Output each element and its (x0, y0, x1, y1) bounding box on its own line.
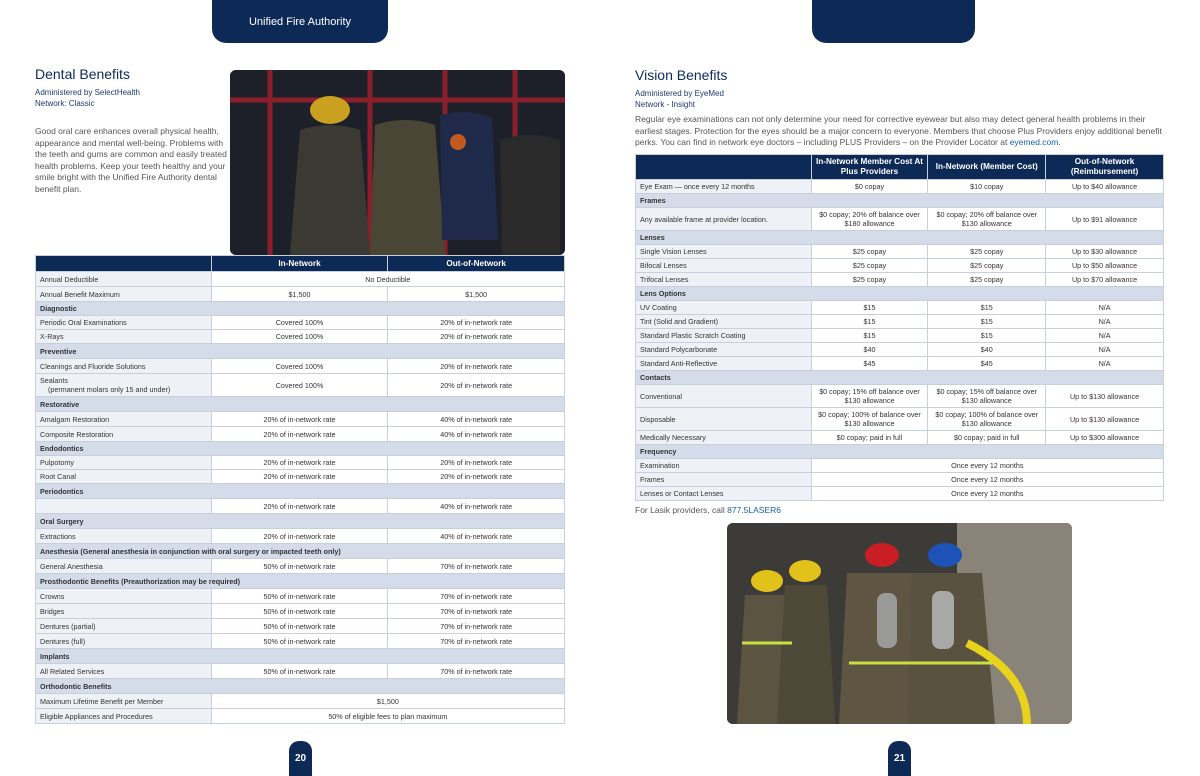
table-row (36, 330, 565, 344)
section-row (36, 344, 565, 359)
section-row (36, 442, 565, 456)
cell-in-network: 20% of in-network rate (211, 427, 388, 442)
table-row (36, 664, 565, 679)
row-label: Cleanings and Fluoride Solutions (36, 359, 212, 374)
section-row (36, 484, 565, 499)
row-label: UV Coating (636, 301, 812, 315)
row-label: Examination (636, 459, 812, 473)
cell-out-of-network: 20% of in-network rate (388, 330, 565, 344)
cell-value: 50% of eligible fees to plan maximum (211, 709, 564, 724)
cell-in-network: $0 copay; 15% off balance over $130 allowance (928, 385, 1046, 408)
table-row (636, 245, 1164, 259)
cell-in-network: 50% of in-network rate (211, 619, 388, 634)
section-row (36, 514, 565, 529)
cell-out-of-network: 20% of in-network rate (388, 316, 565, 330)
section-row (36, 574, 565, 589)
row-label: Root Canal (36, 470, 212, 484)
row-label: Frames (636, 473, 812, 487)
section-heading: Contacts (636, 371, 1164, 385)
row-label: Medically Necessary (636, 431, 812, 445)
row-label: Bridges (36, 604, 212, 619)
cell-out-of-network: 40% of in-network rate (388, 427, 565, 442)
row-label: Composite Restoration (36, 427, 212, 442)
cell-value: Once every 12 months (811, 459, 1163, 473)
section-row (636, 287, 1164, 301)
cell-in-network: $10 copay (928, 180, 1046, 194)
table-row (36, 559, 565, 574)
table-row (36, 529, 565, 544)
cell-in-network: 50% of in-network rate (211, 604, 388, 619)
cell-in-network: Covered 100% (211, 330, 388, 344)
lasik-phone-link[interactable]: 877.5LASER6 (727, 505, 781, 515)
section-heading: Prosthodontic Benefits (Preauthorization may be required) (36, 574, 565, 589)
section-row (636, 231, 1164, 245)
table-row (36, 694, 565, 709)
cell-out-of-network: N/A (1046, 329, 1164, 343)
table-header-row (36, 256, 565, 272)
dental-subheading (35, 87, 140, 109)
cell-out-of-network: Up to $40 allowance (1046, 180, 1164, 194)
row-label: Crowns (36, 589, 212, 604)
cell-plus: $15 (811, 315, 928, 329)
row-label: X-Rays (36, 330, 212, 344)
section-heading: Orthodontic Benefits (36, 679, 565, 694)
cell-out-of-network: Up to $70 allowance (1046, 273, 1164, 287)
cell-out-of-network: 70% of in-network rate (388, 619, 565, 634)
row-label: Maximum Lifetime Benefit per Member (36, 694, 212, 709)
cell-in-network: $40 (928, 343, 1046, 357)
section-heading: Lens Options (636, 287, 1164, 301)
row-label: Dentures (partial) (36, 619, 212, 634)
row-label: Single Vision Lenses (636, 245, 812, 259)
cell-plus: $0 copay; 15% off balance over $130 allowance (811, 385, 928, 408)
row-label: Conventional (636, 385, 812, 408)
section-row (36, 679, 565, 694)
table-row (636, 473, 1164, 487)
firefighter-gear-illustration (230, 70, 565, 255)
row-label: Standard Polycarbonate (636, 343, 812, 357)
organization-name: Unified Fire Authority (248, 15, 352, 28)
cell-out-of-network: 70% of in-network rate (388, 604, 565, 619)
table-row (36, 412, 565, 427)
cell-plus: $15 (811, 329, 928, 343)
section-heading: Periodontics (36, 484, 565, 499)
row-label (36, 499, 212, 514)
cell-out-of-network: 40% of in-network rate (388, 412, 565, 427)
section-heading: Lenses (636, 231, 1164, 245)
cell-in-network: Covered 100% (211, 374, 388, 397)
table-row (636, 408, 1164, 431)
cell-out-of-network: 70% of in-network rate (388, 589, 565, 604)
cell-in-network: 50% of in-network rate (211, 559, 388, 574)
row-label: Periodic Oral Examinations (36, 316, 212, 330)
table-row (636, 180, 1164, 194)
cell-out-of-network: 70% of in-network rate (388, 559, 565, 574)
table-row (36, 470, 565, 484)
table-row (636, 329, 1164, 343)
sealants-note: (permanent molars only 15 and under) (48, 385, 171, 394)
page-number-left: 20 (289, 741, 312, 776)
cell-in-network: Covered 100% (211, 359, 388, 374)
sealants-label: Sealants (40, 376, 68, 385)
vision-administrator: Administered by EyeMed (635, 89, 724, 98)
cell-in-network: 20% of in-network rate (211, 470, 388, 484)
cell-out-of-network: 20% of in-network rate (388, 470, 565, 484)
table-row (36, 316, 565, 330)
row-label: Annual Benefit Maximum (36, 287, 212, 302)
table-row (36, 374, 565, 397)
vision-intro-text: Regular eye examinations can not only determine your need for corrective eyewear but also may detect general health problems in their earliest stages. Protection for the eyes should be a major concern to everyone. Members that choose Plus Providers enjoy additional benefit perks. You can find in network eye doctors – including PLUS Providers – on the Provider Locator at (635, 114, 1162, 147)
row-label: Lenses or Contact Lenses (636, 487, 812, 501)
cell-out-of-network: 20% of in-network rate (388, 456, 565, 470)
table-row (636, 431, 1164, 445)
cell-out-of-network: N/A (1046, 343, 1164, 357)
cell-in-network: $0 copay; 20% off balance over $130 allowance (928, 208, 1046, 231)
table-row (636, 208, 1164, 231)
cell-out-of-network: Up to $300 allowance (1046, 431, 1164, 445)
cell-in-network: $25 copay (928, 245, 1046, 259)
table-row (36, 456, 565, 470)
row-label: Amalgam Restoration (36, 412, 212, 427)
cell-in-network: $15 (928, 301, 1046, 315)
section-heading: Endodontics (36, 442, 565, 456)
dental-administrator: Administered by SelectHealth (35, 88, 140, 97)
section-row (636, 445, 1164, 459)
section-row (36, 544, 565, 559)
table-row (36, 359, 565, 374)
column-header-out-of-network: Out-of-Network (Reimbursement) (1046, 155, 1164, 180)
cell-value: $1,500 (211, 694, 564, 709)
section-heading: Restorative (36, 397, 565, 412)
row-label: Extractions (36, 529, 212, 544)
cell-out-of-network: Up to $91 allowance (1046, 208, 1164, 231)
column-header-blank (636, 155, 812, 180)
lasik-text: For Lasik providers, call (635, 505, 728, 515)
cell-out-of-network: Up to $50 allowance (1046, 259, 1164, 273)
cell-out-of-network: 20% of in-network rate (388, 359, 565, 374)
cell-in-network: 50% of in-network rate (211, 634, 388, 649)
section-row (36, 302, 565, 316)
cell-in-network: $25 copay (928, 259, 1046, 273)
cell-plus: $0 copay; paid in full (811, 431, 928, 445)
table-row (636, 343, 1164, 357)
section-heading: Oral Surgery (36, 514, 565, 529)
lasik-note (635, 505, 781, 515)
row-label (36, 374, 212, 397)
table-row (36, 634, 565, 649)
row-label: Standard Plastic Scratch Coating (636, 329, 812, 343)
row-label: Disposable (636, 408, 812, 431)
section-row (36, 649, 565, 664)
cell-out-of-network: $1,500 (388, 287, 565, 302)
cell-in-network: $1,500 (211, 287, 388, 302)
cell-in-network: 20% of in-network rate (211, 456, 388, 470)
cell-plus: $0 copay; 100% of balance over $130 allowance (811, 408, 928, 431)
cell-plus: $45 (811, 357, 928, 371)
dental-title: Dental Benefits (35, 66, 130, 82)
cell-plus: $0 copay (811, 180, 928, 194)
cell-in-network: $25 copay (928, 273, 1046, 287)
table-row (636, 259, 1164, 273)
vision-intro-end: . (1058, 137, 1061, 147)
cell-out-of-network: 40% of in-network rate (388, 529, 565, 544)
row-label: Any available frame at provider location. (636, 208, 812, 231)
cell-out-of-network: Up to $30 allowance (1046, 245, 1164, 259)
page-number-right: 21 (888, 741, 911, 776)
table-row (36, 589, 565, 604)
row-label: All Related Services (36, 664, 212, 679)
cell-plus: $25 copay (811, 245, 928, 259)
cell-out-of-network: 70% of in-network rate (388, 634, 565, 649)
vision-benefits-table (635, 154, 1164, 501)
vision-intro (635, 114, 1165, 149)
row-label: Dentures (full) (36, 634, 212, 649)
vision-network: Network - Insight (635, 100, 696, 109)
row-label: Annual Deductible (36, 272, 212, 287)
row-label: Tint (Solid and Gradient) (636, 315, 812, 329)
firefighter-gear-photo (230, 70, 565, 255)
cell-plus: $0 copay; 20% off balance over $180 allowance (811, 208, 928, 231)
cell-in-network: Covered 100% (211, 316, 388, 330)
table-row (36, 709, 565, 724)
column-header-in-network: In-Network (Member Cost) (928, 155, 1046, 180)
cell-plus: $15 (811, 301, 928, 315)
table-row (636, 273, 1164, 287)
table-row (636, 487, 1164, 501)
section-heading: Frames (636, 194, 1164, 208)
cell-plus: $40 (811, 343, 928, 357)
table-row (636, 357, 1164, 371)
table-row (36, 427, 565, 442)
table-row (36, 619, 565, 634)
table-row (36, 287, 565, 302)
section-heading: Preventive (36, 344, 565, 359)
row-label: Bifocal Lenses (636, 259, 812, 273)
row-label: General Anesthesia (36, 559, 212, 574)
column-header-out-of-network: Out-of-Network (388, 256, 565, 272)
table-header-row (636, 155, 1164, 180)
cell-plus: $25 copay (811, 273, 928, 287)
cell-in-network: $0 copay; 100% of balance over $130 allowance (928, 408, 1046, 431)
cell-in-network: 50% of in-network rate (211, 664, 388, 679)
cell-value: Once every 12 months (811, 473, 1163, 487)
cell-out-of-network: 40% of in-network rate (388, 499, 565, 514)
section-row (36, 397, 565, 412)
cell-out-of-network: Up to $130 allowance (1046, 408, 1164, 431)
cell-in-network: $45 (928, 357, 1046, 371)
cell-value: Once every 12 months (811, 487, 1163, 501)
section-row (636, 371, 1164, 385)
column-header-blank (36, 256, 212, 272)
section-heading: Implants (36, 649, 565, 664)
eyemed-link[interactable]: eyemed.com (1009, 137, 1059, 147)
row-label: Eye Exam — once every 12 months (636, 180, 812, 194)
section-row (636, 194, 1164, 208)
cell-out-of-network: N/A (1046, 315, 1164, 329)
row-label: Standard Anti-Reflective (636, 357, 812, 371)
table-row (636, 385, 1164, 408)
header-tab-right (812, 0, 975, 43)
cell-value: No Deductible (211, 272, 564, 287)
cell-in-network: 20% of in-network rate (211, 499, 388, 514)
cell-in-network: $15 (928, 329, 1046, 343)
dental-network: Network: Classic (35, 99, 95, 108)
row-label: Eligible Appliances and Procedures (36, 709, 212, 724)
cell-in-network: 20% of in-network rate (211, 529, 388, 544)
cell-out-of-network: N/A (1046, 301, 1164, 315)
cell-out-of-network: Up to $130 allowance (1046, 385, 1164, 408)
table-row (636, 315, 1164, 329)
cell-in-network: $15 (928, 315, 1046, 329)
table-row (636, 301, 1164, 315)
column-header-plus-providers: In-Network Member Cost At Plus Providers (811, 155, 928, 180)
firefighter-crew-illustration (727, 523, 1072, 724)
section-heading: Anesthesia (General anesthesia in conjunction with oral surgery or impacted teeth only) (36, 544, 565, 559)
header-tab-left (212, 0, 388, 43)
cell-plus: $25 copay (811, 259, 928, 273)
vision-subheading (635, 88, 724, 110)
section-heading: Diagnostic (36, 302, 565, 316)
cell-out-of-network: N/A (1046, 357, 1164, 371)
column-header-in-network: In-Network (211, 256, 388, 272)
cell-in-network: 50% of in-network rate (211, 589, 388, 604)
table-row (36, 604, 565, 619)
section-heading: Frequency (636, 445, 1164, 459)
row-label: Pulpotomy (36, 456, 212, 470)
table-row (36, 272, 565, 287)
cell-in-network: $0 copay; paid in full (928, 431, 1046, 445)
row-label: Trifocal Lenses (636, 273, 812, 287)
cell-out-of-network: 70% of in-network rate (388, 664, 565, 679)
dental-benefits-table (35, 255, 565, 724)
table-row (636, 459, 1164, 473)
table-row (36, 499, 565, 514)
cell-out-of-network: 20% of in-network rate (388, 374, 565, 397)
firefighter-crew-photo (727, 523, 1072, 724)
cell-in-network: 20% of in-network rate (211, 412, 388, 427)
dental-intro: Good oral care enhances overall physical health, appearance and mental well-being. Problems with the teeth and gums are common and easily treated health problems. Keep your teeth healthy and your smile bright with the Unified Fire Authority dental benefit plan. (35, 126, 227, 194)
vision-title: Vision Benefits (635, 67, 728, 83)
